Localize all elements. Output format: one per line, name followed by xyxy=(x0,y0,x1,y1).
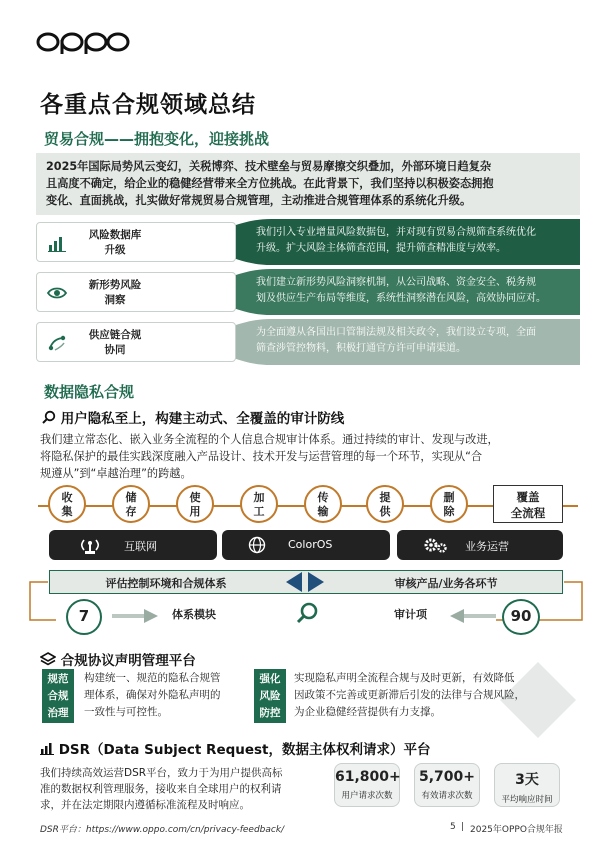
stat-value: 61,800+ xyxy=(335,769,401,785)
row-desc: 为全面遵从各国出口管制法规及相关政令，我们设立专项，全面 xyxy=(256,327,536,338)
page-title: 各重点合规领域总结 xyxy=(40,92,256,118)
para-line: 规遵从”到“卓越治理”的跨越。 xyxy=(40,467,192,480)
tag-risk-control-text: 实现隐私声明全流程合规与及时更新，有效降低 因政策不完善或更新滞后引发的法律与合规风险， 为企业稳健经营提供有力支撑。 xyxy=(294,672,525,718)
tag-risk-control: 强化 风险 防控 xyxy=(254,669,286,723)
tag-standardize: 规范 合规 治理 xyxy=(42,669,74,723)
bar-chart-icon xyxy=(40,742,54,755)
module-label: 体系模块 xyxy=(172,608,216,621)
intro-line: 变化、直面挑战，扎实做好常规贸易合规管理，主动推进合规管理体系的系统化升级。 xyxy=(46,194,472,207)
step-store: 储 存 xyxy=(112,485,150,523)
platform-internet xyxy=(49,530,217,560)
platform-label: ColorOS xyxy=(288,538,333,551)
trade-row-risk-db xyxy=(36,222,580,262)
audit-heading: 用户隐私至上，构建主动式、全覆盖的审计防线 xyxy=(60,411,345,427)
audit-heading-row xyxy=(42,407,344,427)
search-icon xyxy=(296,601,320,625)
step-full-coverage: 覆盖 全流程 xyxy=(493,485,563,523)
row-label: 新形势风险 xyxy=(88,279,142,291)
platform-coloros xyxy=(222,530,390,560)
stat-value: 3天 xyxy=(515,772,539,788)
row-desc: 我们引入专业增量风险数据包，并对现有贸易合规筛查系统优化 xyxy=(256,227,536,238)
magnifier-icon xyxy=(42,410,56,424)
dsr-heading-row xyxy=(40,738,431,758)
row-desc: 我们建立新形势风险洞察机制，从公司战略、资金安全、税务规 xyxy=(256,277,536,288)
arrows-icon xyxy=(284,572,326,592)
row-label: 升级 xyxy=(104,244,126,256)
row-label: 洞察 xyxy=(104,294,126,306)
row-label-box xyxy=(36,272,236,312)
step-transmit: 传 输 xyxy=(304,485,342,523)
audit-item-label: 审计项 xyxy=(394,608,427,621)
arrow-right-icon xyxy=(112,608,160,624)
platform-business-ops xyxy=(397,530,563,560)
para-line: 我们建立常态化、嵌入业务全流程的个人信息合规审计体系。通过持续的审计、发现与改进， xyxy=(40,433,499,446)
row-label: 供应链合规 xyxy=(88,329,142,341)
audit-item-count: 90 xyxy=(502,599,540,635)
agreement-heading-row xyxy=(40,649,196,669)
stat-caption: 平均响应时间 xyxy=(501,795,553,805)
dsr-description: 我们持续高效运营DSR平台，致力于为用户提供高标 准的数据权利管理服务，接收来自全球用户的权利请 求，并在法定期限内遵循标准流程及时响应。 xyxy=(40,767,283,811)
step-use: 使 用 xyxy=(176,485,214,523)
gears-icon xyxy=(423,535,449,555)
globe-icon xyxy=(248,536,266,554)
oppo-logo xyxy=(36,30,130,54)
row-label: 协同 xyxy=(104,344,126,356)
stat-valid-requests xyxy=(414,763,480,807)
trade-heading: 贸易合规——拥抱变化，迎接挑战 xyxy=(44,130,270,148)
trade-intro xyxy=(36,153,580,215)
tag-standardize-text: 构建统一、规范的隐私合规管 理体系，确保对外隐私声明的 一致性与可控性。 xyxy=(84,672,221,718)
arrow-left-icon xyxy=(448,608,496,624)
step-provide: 提 供 xyxy=(366,485,404,523)
para-line: 将隐私保护的最佳实践深度融入产品设计、技术开发与运营管理的每一个环节，实现从“合 xyxy=(40,450,483,463)
step-collect: 收 集 xyxy=(48,485,86,523)
row-label-box xyxy=(36,322,236,362)
footer-page-number: 5 xyxy=(450,822,456,832)
stat-caption: 用户请求次数 xyxy=(341,791,393,801)
platform-label: 业务运营 xyxy=(465,540,509,553)
intro-line: 2025年国际局势风云变幻，关税博弈、技术壁垒与贸易摩擦交织叠加，外部环境日趋复杂 xyxy=(46,160,492,173)
stat-response-time xyxy=(494,763,560,807)
platform-label: 互联网 xyxy=(124,540,157,553)
row-label: 风险数据库 xyxy=(88,229,142,241)
stat-value: 5,700+ xyxy=(418,769,475,785)
step-process: 加 工 xyxy=(240,485,278,523)
stat-caption: 有效请求次数 xyxy=(421,791,473,801)
intro-line: 且高度不确定，给企业的稳健经营带来全方位挑战。在此背景下，我们坚持以积极姿态拥抱 xyxy=(46,177,494,190)
evaluation-bar xyxy=(49,570,563,594)
footer-report-title: 2025年OPPO合规年报 xyxy=(470,825,563,835)
eval-left-label: 评估控制环境和合规体系 xyxy=(105,577,227,590)
row-desc: 升级。扩大风险主体筛查范围，提升筛查精准度与效率。 xyxy=(256,243,506,254)
footer-dsr-link[interactable]: DSR平台：https://www.oppo.com/cn/privacy-feedback/ xyxy=(40,825,285,835)
audit-paragraph xyxy=(40,431,570,482)
supply-chain-icon xyxy=(47,334,67,352)
eye-icon xyxy=(47,284,67,302)
module-count: 7 xyxy=(66,599,102,635)
privacy-heading: 数据隐私合规 xyxy=(44,383,135,401)
stat-user-requests xyxy=(334,763,400,807)
bar-chart-icon xyxy=(47,234,67,252)
agreement-heading: 合规协议声明管理平台 xyxy=(60,653,196,669)
antenna-icon xyxy=(79,535,101,555)
eval-right-label: 审核产品/业务各环节 xyxy=(394,577,498,590)
layers-icon xyxy=(40,652,56,666)
row-desc: 筛查涉管控物料，积极打通官方许可申请渠道。 xyxy=(256,343,466,354)
trade-row-supply-chain xyxy=(36,322,580,362)
step-delete: 删 除 xyxy=(430,485,468,523)
dsr-heading: DSR（Data Subject Request，数据主体权利请求）平台 xyxy=(58,742,431,758)
row-desc: 划及供应生产布局等维度，系统性洞察潜在风险，高效协同应对。 xyxy=(256,293,546,304)
trade-row-risk-insight xyxy=(36,272,580,312)
row-label-box xyxy=(36,222,236,262)
footer-separator: | xyxy=(461,822,465,832)
